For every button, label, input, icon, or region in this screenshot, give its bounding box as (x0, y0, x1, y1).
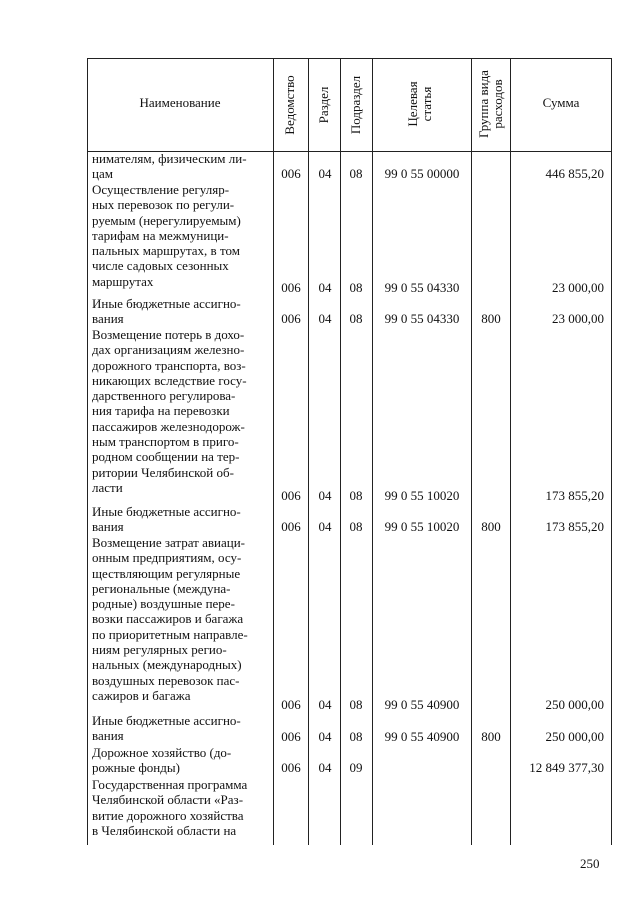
name-line: нальных (международных) (92, 657, 242, 673)
cell-vedomstvo: 006 (281, 760, 301, 775)
name-line: Государственная программа (92, 777, 248, 792)
cell-podrazdel: 08 (349, 488, 363, 503)
name-line: витие дорожного хозяйства (92, 807, 244, 823)
name-line: числе садовых сезонных (92, 258, 229, 274)
name-line: вания (92, 311, 124, 327)
header-celevaya-line: Целевая (405, 81, 420, 127)
header-vedomstvo: Ведомство (282, 75, 297, 135)
name-line: в Челябинской области на (92, 822, 237, 838)
cell-celevaya: 99 0 55 40900 (384, 729, 460, 744)
cell-vedomstvo: 006 (281, 729, 301, 744)
cell-podrazdel: 08 (349, 166, 363, 181)
name-line: ласти (92, 479, 123, 495)
cell-podrazdel: 08 (349, 519, 363, 534)
cell-celevaya: 99 0 55 04330 (384, 311, 460, 326)
name-line: ритории Челябинской об- (92, 464, 234, 480)
cell-vedomstvo: 006 (281, 280, 301, 295)
cell-podrazdel: 08 (349, 729, 363, 744)
cell-razdel: 04 (318, 729, 332, 744)
name-line: ществляющим регулярные (92, 565, 241, 581)
cell-razdel: 04 (318, 311, 332, 326)
name-line: Иные бюджетные ассигно- (92, 713, 241, 728)
cell-celevaya: 99 0 55 10020 (384, 519, 460, 534)
name-line: цам (92, 166, 113, 182)
name-line: Возмещение потерь в дохо- (92, 327, 245, 342)
name-line: Иные бюджетные ассигно- (92, 296, 241, 311)
name-line: ных перевозок по регули- (92, 197, 235, 213)
cell-summa: 23 000,00 (552, 311, 604, 326)
header-razdel: Раздел (316, 86, 331, 124)
cell-gruppa: 800 (481, 729, 501, 744)
cell-vedomstvo: 006 (281, 519, 301, 534)
name-line: родные) воздушные пере- (92, 596, 235, 612)
name-line: пассажиров железнодорож- (92, 418, 245, 434)
cell-podrazdel: 08 (349, 311, 363, 326)
cell-razdel: 04 (318, 760, 332, 775)
cell-summa: 173 855,20 (545, 488, 604, 503)
name-line: возки пассажиров и багажа (92, 611, 244, 627)
cell-razdel: 04 (318, 519, 332, 534)
cell-summa: 173 855,20 (545, 519, 604, 534)
header-name: Наименование (139, 95, 221, 110)
cell-razdel: 04 (318, 697, 332, 712)
row-name (92, 713, 268, 744)
name-line: нимателям, физическим ли- (92, 151, 247, 166)
row-name (92, 327, 268, 495)
name-line: никающих вследствие госу- (92, 372, 247, 388)
cell-razdel: 04 (318, 280, 332, 295)
cell-summa: 250 000,00 (545, 697, 604, 712)
name-line: дорожного транспорта, воз- (92, 357, 246, 373)
name-line: ным транспортом в приго- (92, 434, 239, 450)
name-line: Возмещение затрат авиаци- (92, 535, 245, 550)
row-name (92, 296, 268, 327)
name-line: пальных маршрутах, в том (92, 243, 240, 259)
name-line: руемым (нерегулируемым) (92, 212, 241, 228)
row-name (92, 777, 268, 838)
cell-summa: 23 000,00 (552, 280, 604, 295)
column-divider (273, 58, 274, 845)
header-podrazdel: Подраздел (348, 75, 363, 135)
cell-podrazdel: 08 (349, 697, 363, 712)
name-line: воздушных перевозок пас- (92, 672, 240, 688)
name-line: дарственного регулирова- (92, 388, 236, 404)
name-line: по приоритетным направле- (92, 626, 248, 642)
name-line: сажиров и багажа (92, 687, 191, 703)
name-line: Осуществление регуляр- (92, 182, 230, 197)
name-line: онным предприятиям, осу- (92, 550, 242, 566)
name-line: ния тарифа на перевозки (92, 403, 230, 419)
column-divider (510, 58, 511, 845)
name-line: Челябинской области «Раз- (92, 792, 244, 808)
cell-celevaya: 99 0 55 04330 (384, 280, 460, 295)
cell-razdel: 04 (318, 488, 332, 503)
header-celevaya-line: статья (419, 86, 434, 122)
name-line: региональные (междуна- (92, 580, 231, 596)
name-line: ниям регулярных регио- (92, 642, 227, 658)
cell-summa: 12 849 377,30 (529, 760, 604, 775)
row-name (92, 151, 268, 182)
name-line: Иные бюджетные ассигно- (92, 504, 241, 519)
cell-summa: 250 000,00 (545, 729, 604, 744)
cell-podrazdel: 09 (349, 760, 363, 775)
name-line: вания (92, 728, 124, 744)
column-divider (340, 58, 341, 845)
column-divider (308, 58, 309, 845)
row-name (92, 535, 268, 703)
name-line: вания (92, 519, 124, 535)
name-line: рожные фонды) (92, 760, 180, 776)
column-divider (471, 58, 472, 845)
cell-celevaya: 99 0 55 10020 (384, 488, 460, 503)
row-name (92, 182, 268, 289)
cell-gruppa: 800 (481, 519, 501, 534)
cell-podrazdel: 08 (349, 280, 363, 295)
cell-vedomstvo: 006 (281, 488, 301, 503)
cell-vedomstvo: 006 (281, 697, 301, 712)
name-line: родном сообщении на тер- (92, 449, 240, 465)
cell-razdel: 04 (318, 166, 332, 181)
name-line: маршрутах (92, 273, 154, 289)
header-summa: Сумма (542, 95, 580, 110)
cell-celevaya: 99 0 55 00000 (384, 166, 460, 181)
name-line: тарифам на межмуници- (92, 227, 229, 243)
page-number: 250 (580, 856, 600, 871)
row-name (92, 745, 268, 776)
row-name (92, 504, 268, 535)
header-celevaya (406, 64, 434, 144)
column-divider (372, 58, 373, 845)
cell-celevaya: 99 0 55 40900 (384, 697, 460, 712)
cell-summa: 446 855,20 (545, 166, 604, 181)
name-line: Дорожное хозяйство (до- (92, 745, 232, 760)
header-gruppa-line: расходов (490, 79, 505, 129)
cell-gruppa: 800 (481, 311, 501, 326)
header-gruppa-line: Группа вида (476, 70, 491, 138)
cell-vedomstvo: 006 (281, 311, 301, 326)
cell-vedomstvo: 006 (281, 166, 301, 181)
name-line: дах организациям железно- (92, 342, 245, 358)
header-gruppa (477, 64, 505, 144)
